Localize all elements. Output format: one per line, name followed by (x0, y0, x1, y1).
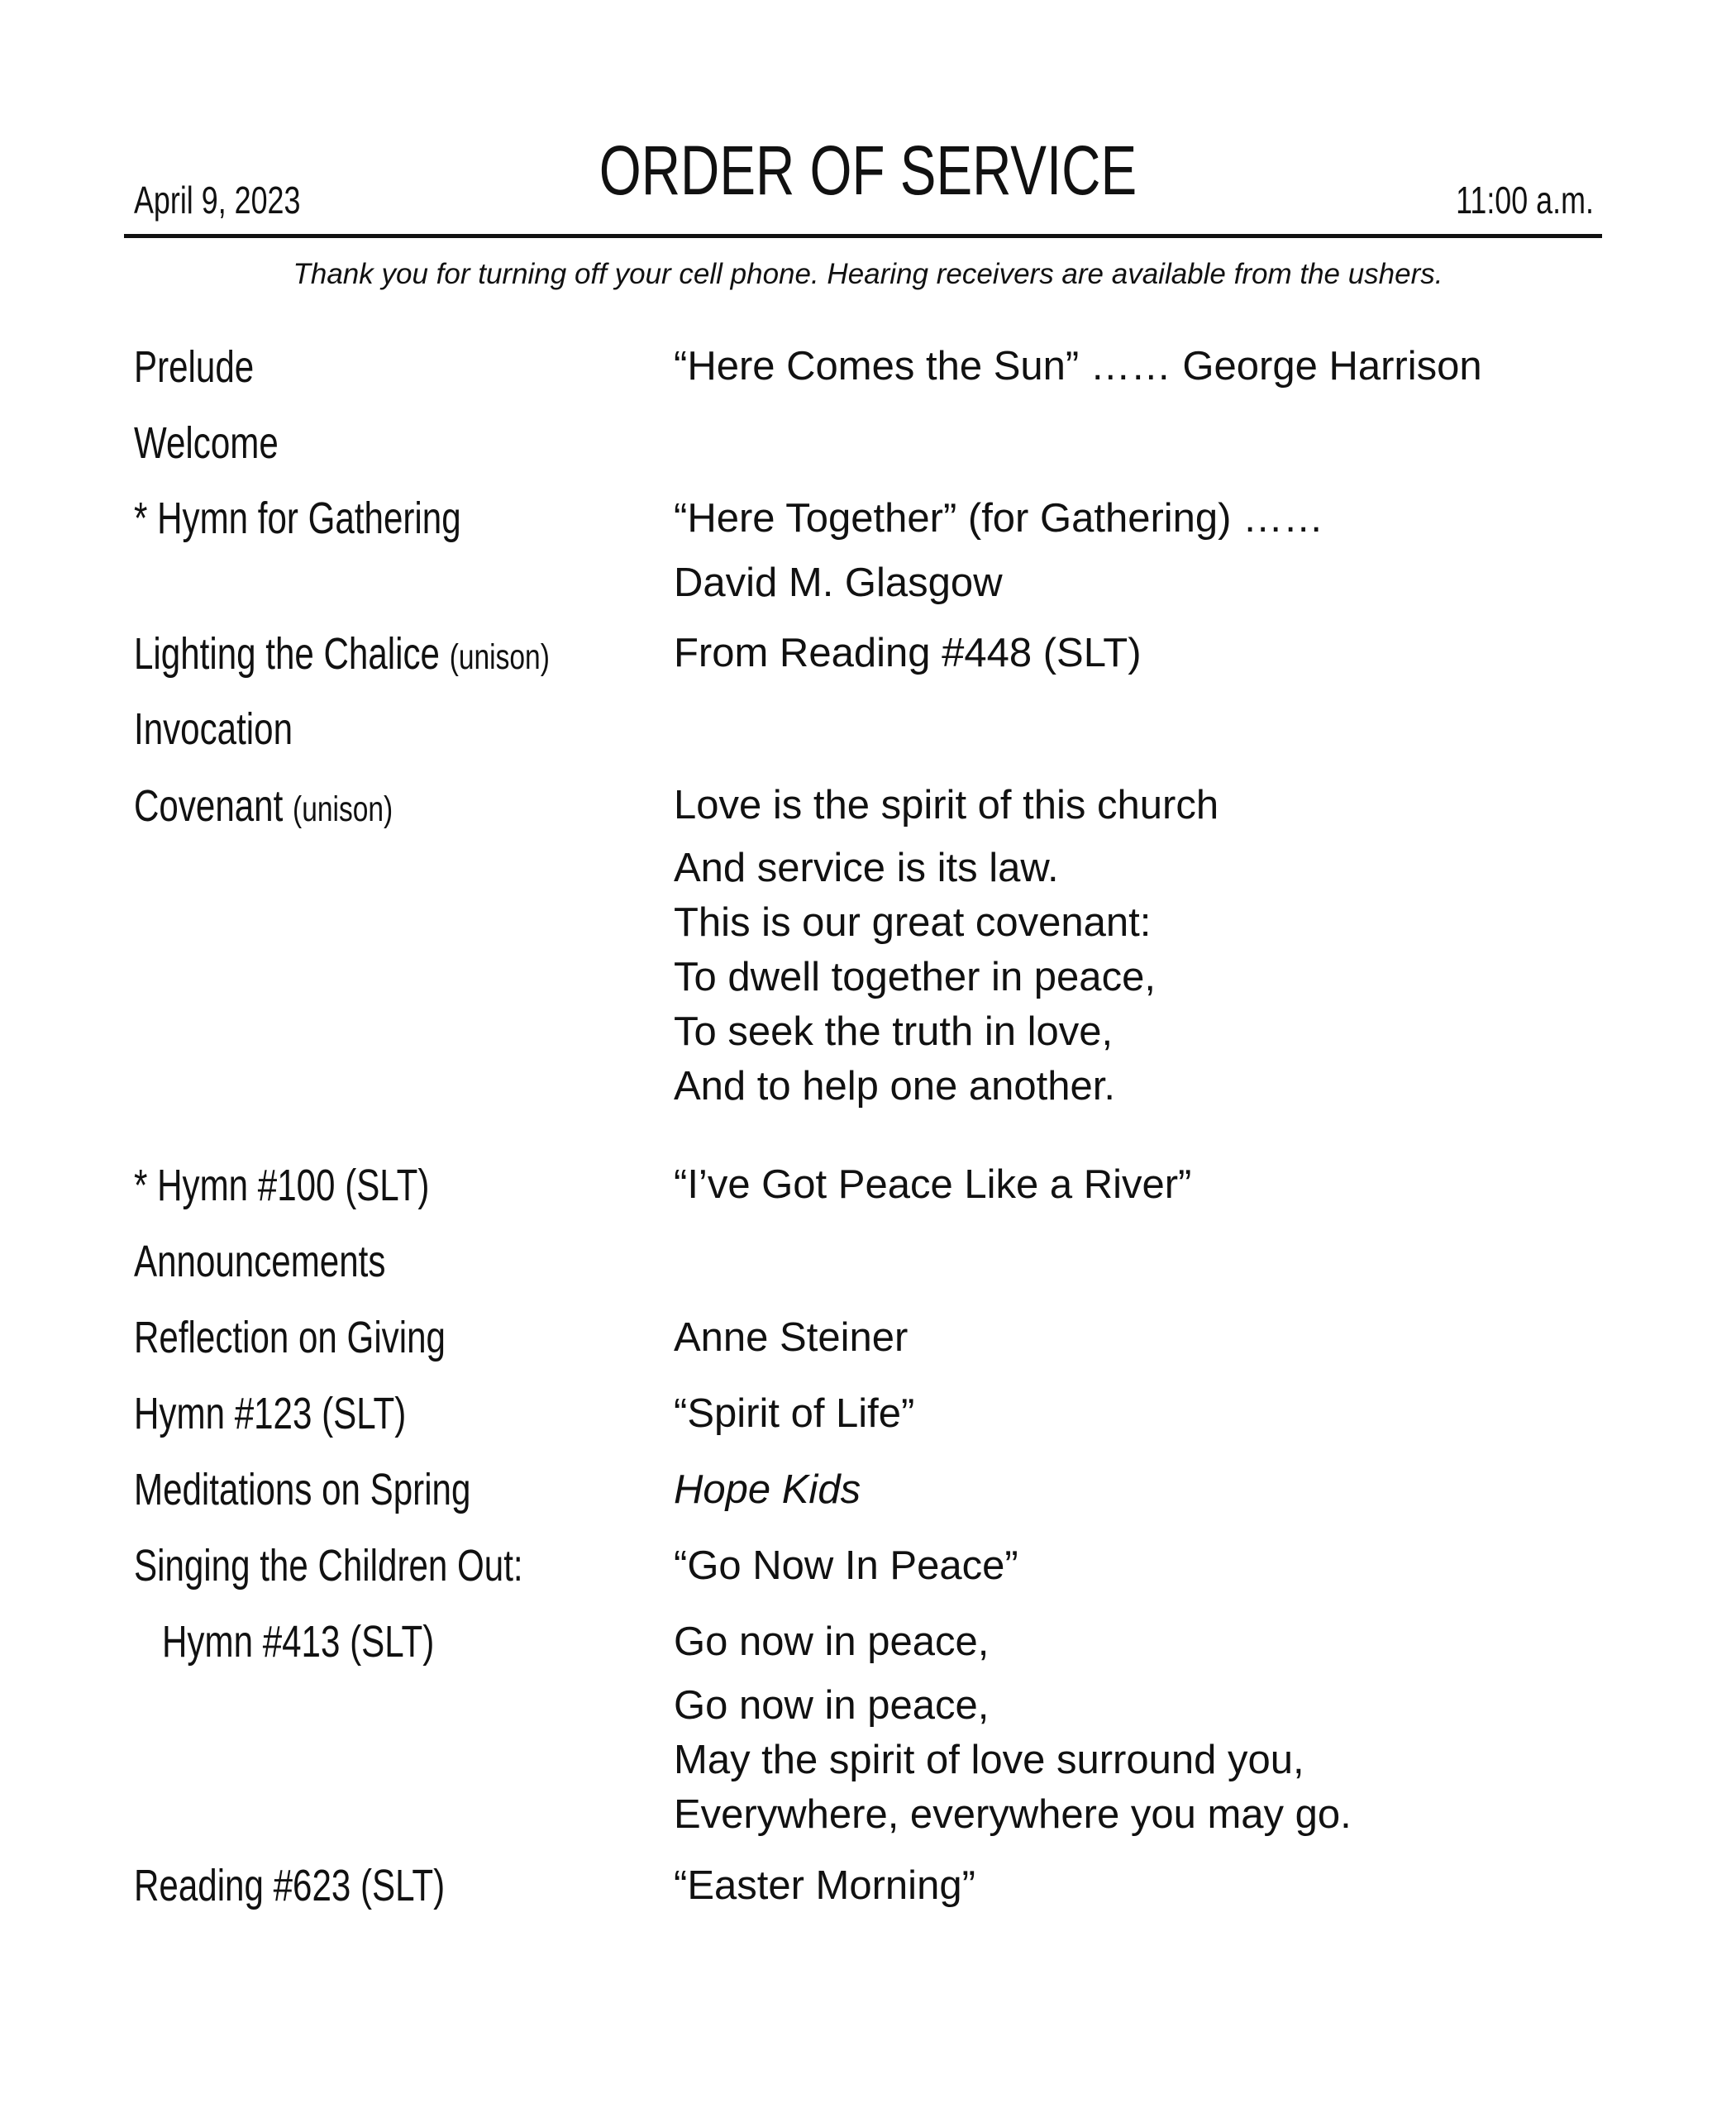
header-divider (124, 234, 1602, 238)
service-time: 11:00 a.m. (1456, 179, 1594, 222)
item-label-hymn-413: Hymn #413 (SLT) (162, 1617, 435, 1667)
item-label-hymn-for-gathering: * Hymn for Gathering (134, 494, 461, 543)
item-label-note: (unison) (449, 637, 550, 677)
item-label-welcome: Welcome (134, 418, 279, 468)
item-value-composer: David M. Glasgow (674, 560, 1003, 605)
item-label-announcements: Announcements (134, 1237, 386, 1286)
item-label-meditations-on-spring: Meditations on Spring (134, 1465, 471, 1514)
item-label-reflection-on-giving: Reflection on Giving (134, 1313, 446, 1362)
item-value-prelude: “Here Comes the Sun” …… George Harrison (674, 344, 1482, 389)
covenant-line: And to help one another. (674, 1064, 1115, 1109)
covenant-line: To dwell together in peace, (674, 955, 1156, 999)
item-value-hymn-for-gathering: “Here Together” (for Gathering) …… (674, 496, 1324, 541)
hymn-lyric-line: Go now in peace, (674, 1683, 990, 1728)
courtesy-note: Thank you for turning off your cell phone. Hearing receivers are available from the ushers. (293, 258, 1443, 290)
item-label-note: (unison) (293, 789, 393, 829)
item-value-covenant: Love is the spirit of this church (674, 783, 1219, 827)
item-label-hymn-123: Hymn #123 (SLT) (134, 1389, 407, 1438)
item-value-singing-children-out: “Go Now In Peace” (674, 1543, 1018, 1588)
item-value-reflection-on-giving: Anne Steiner (674, 1315, 909, 1360)
item-value-hymn-123: “Spirit of Life” (674, 1391, 915, 1436)
item-label-prelude: Prelude (134, 342, 255, 392)
covenant-line: And service is its law. (674, 846, 1059, 890)
item-value-lighting-the-chalice: From Reading #448 (SLT) (674, 631, 1142, 675)
item-label-text: Lighting the Chalice (134, 629, 440, 679)
item-value-meditations-on-spring: Hope Kids (674, 1467, 861, 1512)
item-label-reading-623: Reading #623 (SLT) (134, 1861, 446, 1910)
item-value-hymn-413: Go now in peace, (674, 1619, 990, 1664)
covenant-line: This is our great covenant: (674, 900, 1152, 945)
hymn-lyric-line: May the spirit of love surround you, (674, 1738, 1304, 1782)
item-label-text: Covenant (134, 781, 284, 831)
item-label-hymn-100: * Hymn #100 (SLT) (134, 1161, 430, 1210)
covenant-line: To seek the truth in love, (674, 1009, 1114, 1054)
item-label-covenant (134, 780, 466, 832)
item-value-hymn-100: “I’ve Got Peace Like a River” (674, 1162, 1192, 1207)
item-value-reading-623: “Easter Morning” (674, 1863, 975, 1908)
item-label-invocation: Invocation (134, 704, 293, 754)
item-label-lighting-the-chalice (134, 628, 667, 680)
item-label-singing-children-out: Singing the Children Out: (134, 1541, 523, 1591)
page-title: ORDER OF SERVICE (599, 131, 1137, 209)
hymn-lyric-line: Everywhere, everywhere you may go. (674, 1792, 1352, 1837)
service-date: April 9, 2023 (134, 179, 301, 222)
